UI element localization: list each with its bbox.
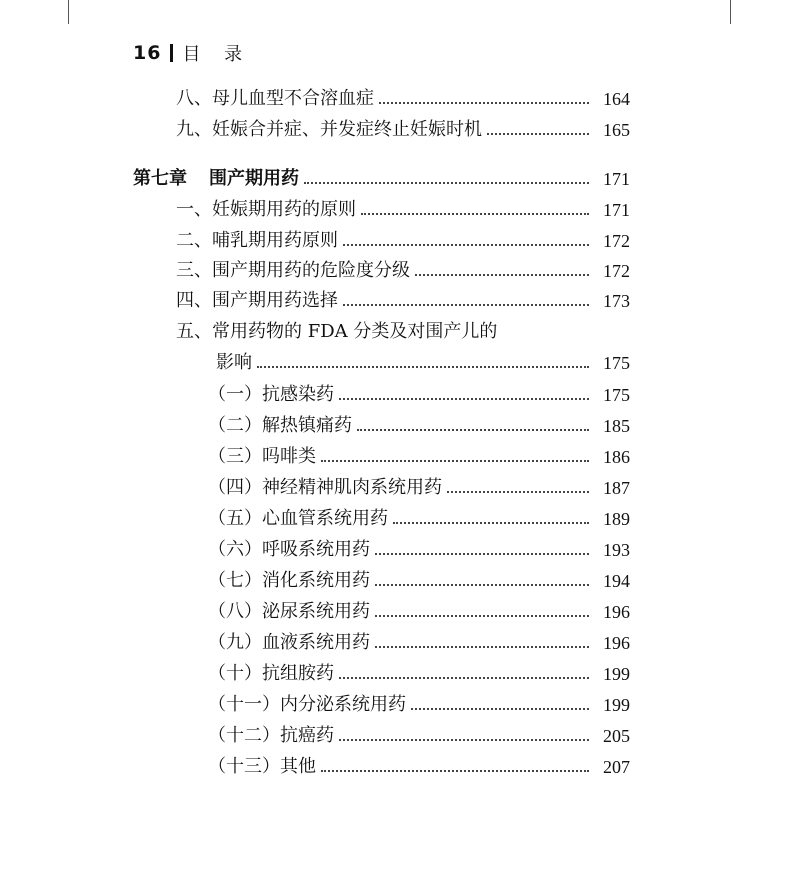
toc-entry[interactable] xyxy=(0,350,800,376)
toc-chapter-entry[interactable] xyxy=(0,166,800,192)
toc-entry-label: 影响 xyxy=(216,352,252,373)
toc-entry-label: （十三）其他 xyxy=(208,756,316,777)
toc-entry-page: 172 xyxy=(603,231,630,251)
dot-leader xyxy=(375,615,589,617)
page-edge-right xyxy=(730,0,731,24)
toc-subentry[interactable] xyxy=(0,630,800,656)
toc-chapter-heading xyxy=(133,166,299,192)
dot-leader xyxy=(343,244,589,246)
header-title: 目 录 xyxy=(182,44,252,65)
dot-leader xyxy=(375,584,589,586)
toc-entry-label: 九、妊娠合并症、并发症终止妊娠时机 xyxy=(176,119,482,140)
header-divider xyxy=(170,44,173,62)
toc-entry-label: （七）消化系统用药 xyxy=(208,570,370,591)
toc-entry[interactable] xyxy=(0,86,800,112)
toc-entry-page: 189 xyxy=(603,509,630,529)
toc-entry-label: （二）解热镇痛药 xyxy=(208,415,352,436)
toc-entry-label: （八）泌尿系统用药 xyxy=(208,601,370,622)
toc-entry-page: 171 xyxy=(603,200,630,220)
toc-entry-page: 165 xyxy=(603,120,630,140)
toc-entry[interactable] xyxy=(0,319,800,345)
toc-entry-label: 八、母儿血型不合溶血症 xyxy=(176,88,374,109)
toc-subentry[interactable] xyxy=(0,444,800,470)
toc-entry-label: （十一）内分泌系统用药 xyxy=(208,694,406,715)
toc-entry-page: 199 xyxy=(603,695,630,715)
toc-entry-label: （六）呼吸系统用药 xyxy=(208,539,370,560)
toc-subentry[interactable] xyxy=(0,382,800,408)
page-number: 16 xyxy=(133,42,162,64)
toc-entry-page: 164 xyxy=(603,89,630,109)
toc-entry[interactable] xyxy=(0,288,800,314)
toc-subentry[interactable] xyxy=(0,475,800,501)
toc-entry-label: （五）心血管系统用药 xyxy=(208,508,388,529)
toc-entry-page: 207 xyxy=(603,757,630,777)
dot-leader xyxy=(375,553,589,555)
toc-entry-label: 五、常用药物的 FDA 分类及对围产儿的 xyxy=(176,321,498,342)
dot-leader xyxy=(304,182,589,184)
toc-entry-page: 196 xyxy=(603,633,630,653)
toc-entry-page: 193 xyxy=(603,540,630,560)
page-edge-left xyxy=(68,0,69,24)
toc-subentry[interactable] xyxy=(0,568,800,594)
dot-leader xyxy=(415,274,589,276)
toc-entry-page: 173 xyxy=(603,291,630,311)
dot-leader xyxy=(339,677,589,679)
toc-entry-label: 四、围产期用药选择 xyxy=(176,290,338,311)
toc-entry-page: 194 xyxy=(603,571,630,591)
dot-leader xyxy=(343,304,589,306)
toc-entry-label: （九）血液系统用药 xyxy=(208,632,370,653)
toc-entry-label: （十）抗组胺药 xyxy=(208,663,334,684)
toc-entry-page: 196 xyxy=(603,602,630,622)
dot-leader xyxy=(393,522,589,524)
toc-subentry[interactable] xyxy=(0,413,800,439)
toc-subentry[interactable] xyxy=(0,692,800,718)
toc-subentry[interactable] xyxy=(0,537,800,563)
dot-leader xyxy=(411,708,589,710)
toc-entry-label: 一、妊娠期用药的原则 xyxy=(176,199,356,220)
toc-entry-label: 二、哺乳期用药原则 xyxy=(176,230,338,251)
toc-entry-label: （四）神经精神肌肉系统用药 xyxy=(208,477,442,498)
dot-leader xyxy=(447,491,589,493)
dot-leader xyxy=(257,366,589,368)
dot-leader xyxy=(375,646,589,648)
dot-leader xyxy=(321,770,589,772)
toc-entry-page: 175 xyxy=(603,353,630,373)
running-header xyxy=(133,40,251,66)
toc-subentry[interactable] xyxy=(0,506,800,532)
chapter-number: 第七章 xyxy=(133,168,187,189)
toc-entry-page: 186 xyxy=(603,447,630,467)
toc-entry-page: 205 xyxy=(603,726,630,746)
dot-leader xyxy=(361,213,589,215)
dot-leader xyxy=(339,739,589,741)
toc-subentry[interactable] xyxy=(0,599,800,625)
dot-leader xyxy=(487,133,589,135)
dot-leader xyxy=(379,102,589,104)
dot-leader xyxy=(339,398,589,400)
toc-entry-label: （十二）抗癌药 xyxy=(208,725,334,746)
toc-entry-page: 199 xyxy=(603,664,630,684)
toc-entry[interactable] xyxy=(0,228,800,254)
toc-entry-page: 172 xyxy=(603,261,630,281)
toc-entry-page: 187 xyxy=(603,478,630,498)
toc-entry-page: 171 xyxy=(603,169,630,189)
dot-leader xyxy=(357,429,589,431)
toc-subentry[interactable] xyxy=(0,661,800,687)
toc-entry-label: （一）抗感染药 xyxy=(208,384,334,405)
dot-leader xyxy=(321,460,589,462)
toc-entry[interactable] xyxy=(0,197,800,223)
toc-entry[interactable] xyxy=(0,258,800,284)
toc-entry-page: 185 xyxy=(603,416,630,436)
toc-subentry[interactable] xyxy=(0,754,800,780)
toc-entry-page: 175 xyxy=(603,385,630,405)
toc-entry[interactable] xyxy=(0,117,800,143)
chapter-title: 围产期用药 xyxy=(209,168,299,189)
toc-entry-label: 三、围产期用药的危险度分级 xyxy=(176,260,410,281)
toc-subentry[interactable] xyxy=(0,723,800,749)
toc-entry-label: （三）吗啡类 xyxy=(208,446,316,467)
